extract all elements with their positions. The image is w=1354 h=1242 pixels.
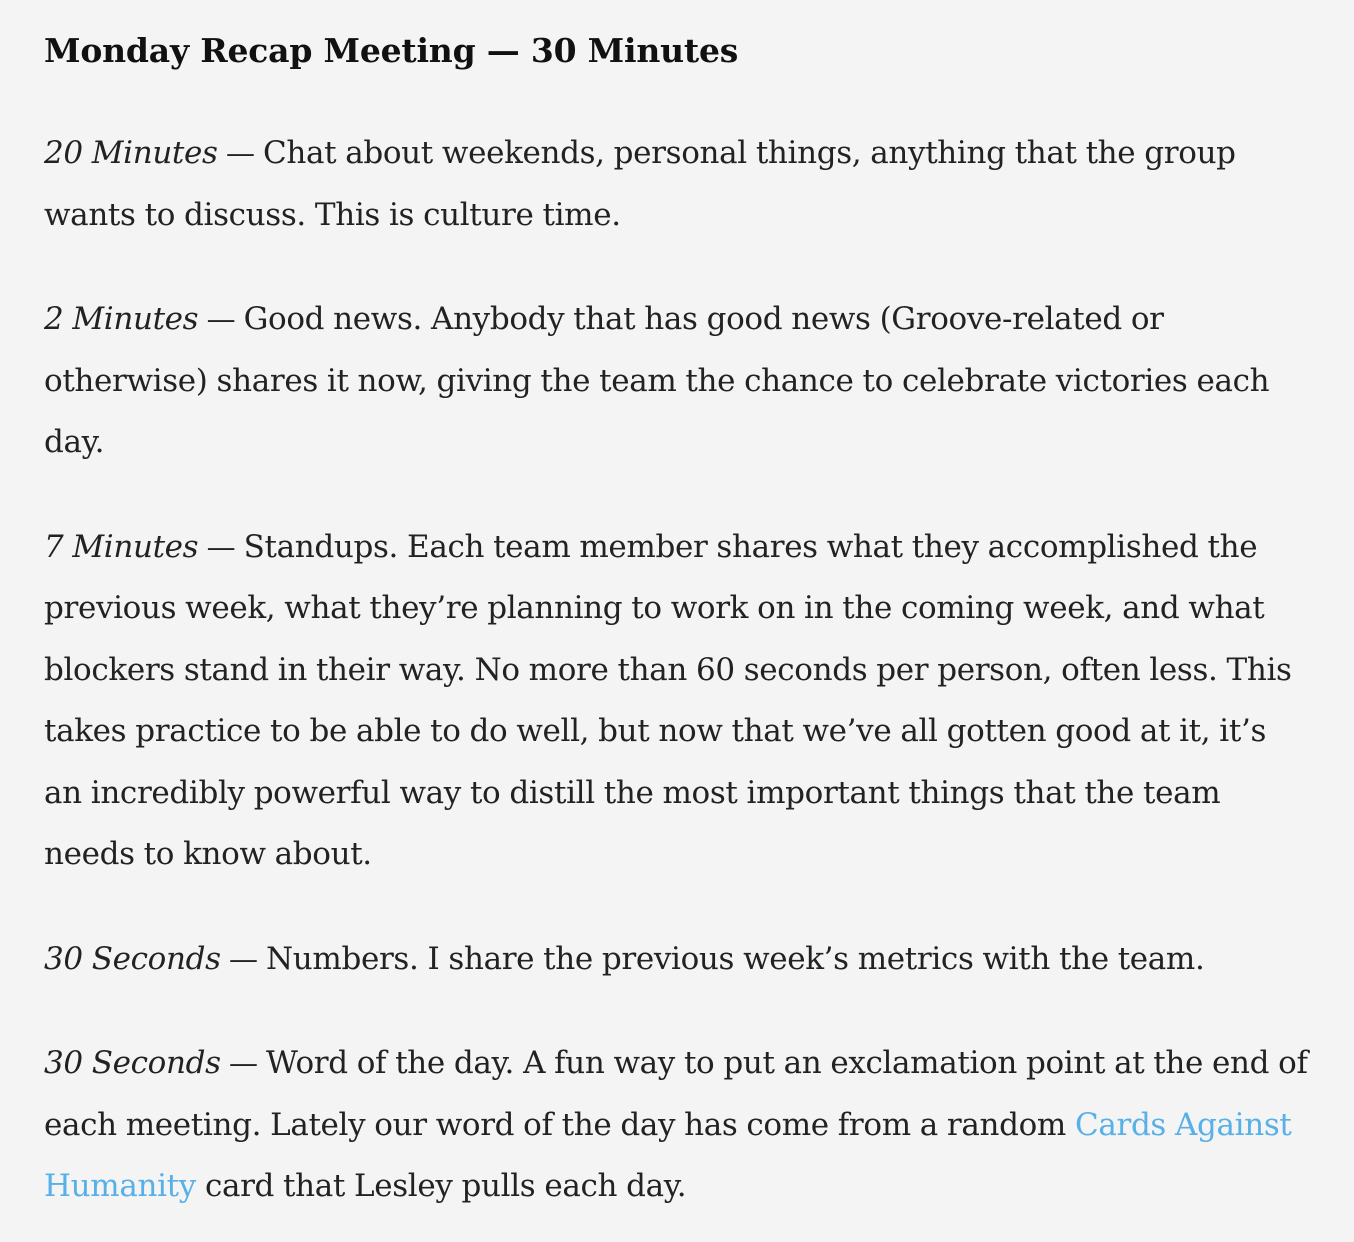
- agenda-item-time: 30 Seconds: [44, 940, 221, 977]
- agenda-item-text: Good news. Anybody that has good news (Groove-related or otherwise) shares it now, giving the team the chance to celebrate victories each day.: [44, 301, 1270, 460]
- agenda-item-dash: —: [220, 1046, 267, 1080]
- agenda-item-standups: [44, 517, 1310, 886]
- agenda-item-dash: —: [198, 529, 244, 564]
- agenda-item-time: 2 Minutes: [44, 301, 199, 337]
- agenda-item-culture: [44, 123, 1310, 246]
- agenda-item-time: 20 Minutes: [44, 135, 218, 171]
- agenda-item-word-of-the-day: [44, 1033, 1310, 1218]
- agenda-item-dash: —: [220, 941, 267, 976]
- agenda-item-time: 30 Seconds: [44, 1045, 221, 1081]
- agenda-item-text: Numbers. I share the previous week’s metrics with the team.: [266, 940, 1205, 977]
- agenda-item-text: Word of the day. A fun way to put an exclamation point at the end of each meeting. Lately our word of the day has come from a random: [44, 1045, 1308, 1143]
- agenda-item-text: Chat about weekends, personal things, anything that the group wants to discuss. This is culture time.: [44, 135, 1236, 233]
- cards-against-humanity-link[interactable]: Cards Against Humanity: [44, 1106, 1292, 1204]
- agenda-item-text: Standups. Each team member shares what they accomplished the previous week, what they’re planning to work on in the coming week, and what blockers stand in their way. No more than 60 seconds per person, often less. This takes practice to be able to do well, but now that we’ve all gotten good at it, it’s an incredibly powerful way to distill the most important things that the team needs to know about.: [44, 528, 1292, 872]
- agenda-item-text-end: card that Lesley pulls each day.: [195, 1168, 687, 1204]
- agenda-item-numbers: [44, 929, 1310, 991]
- agenda-item-good-news: [44, 289, 1310, 474]
- agenda-item-time: 7 Minutes: [44, 528, 199, 565]
- meeting-heading: Monday Recap Meeting — 30 Minutes: [44, 31, 739, 70]
- agenda-item-dash: —: [217, 136, 263, 170]
- agenda-item-dash: —: [198, 302, 244, 336]
